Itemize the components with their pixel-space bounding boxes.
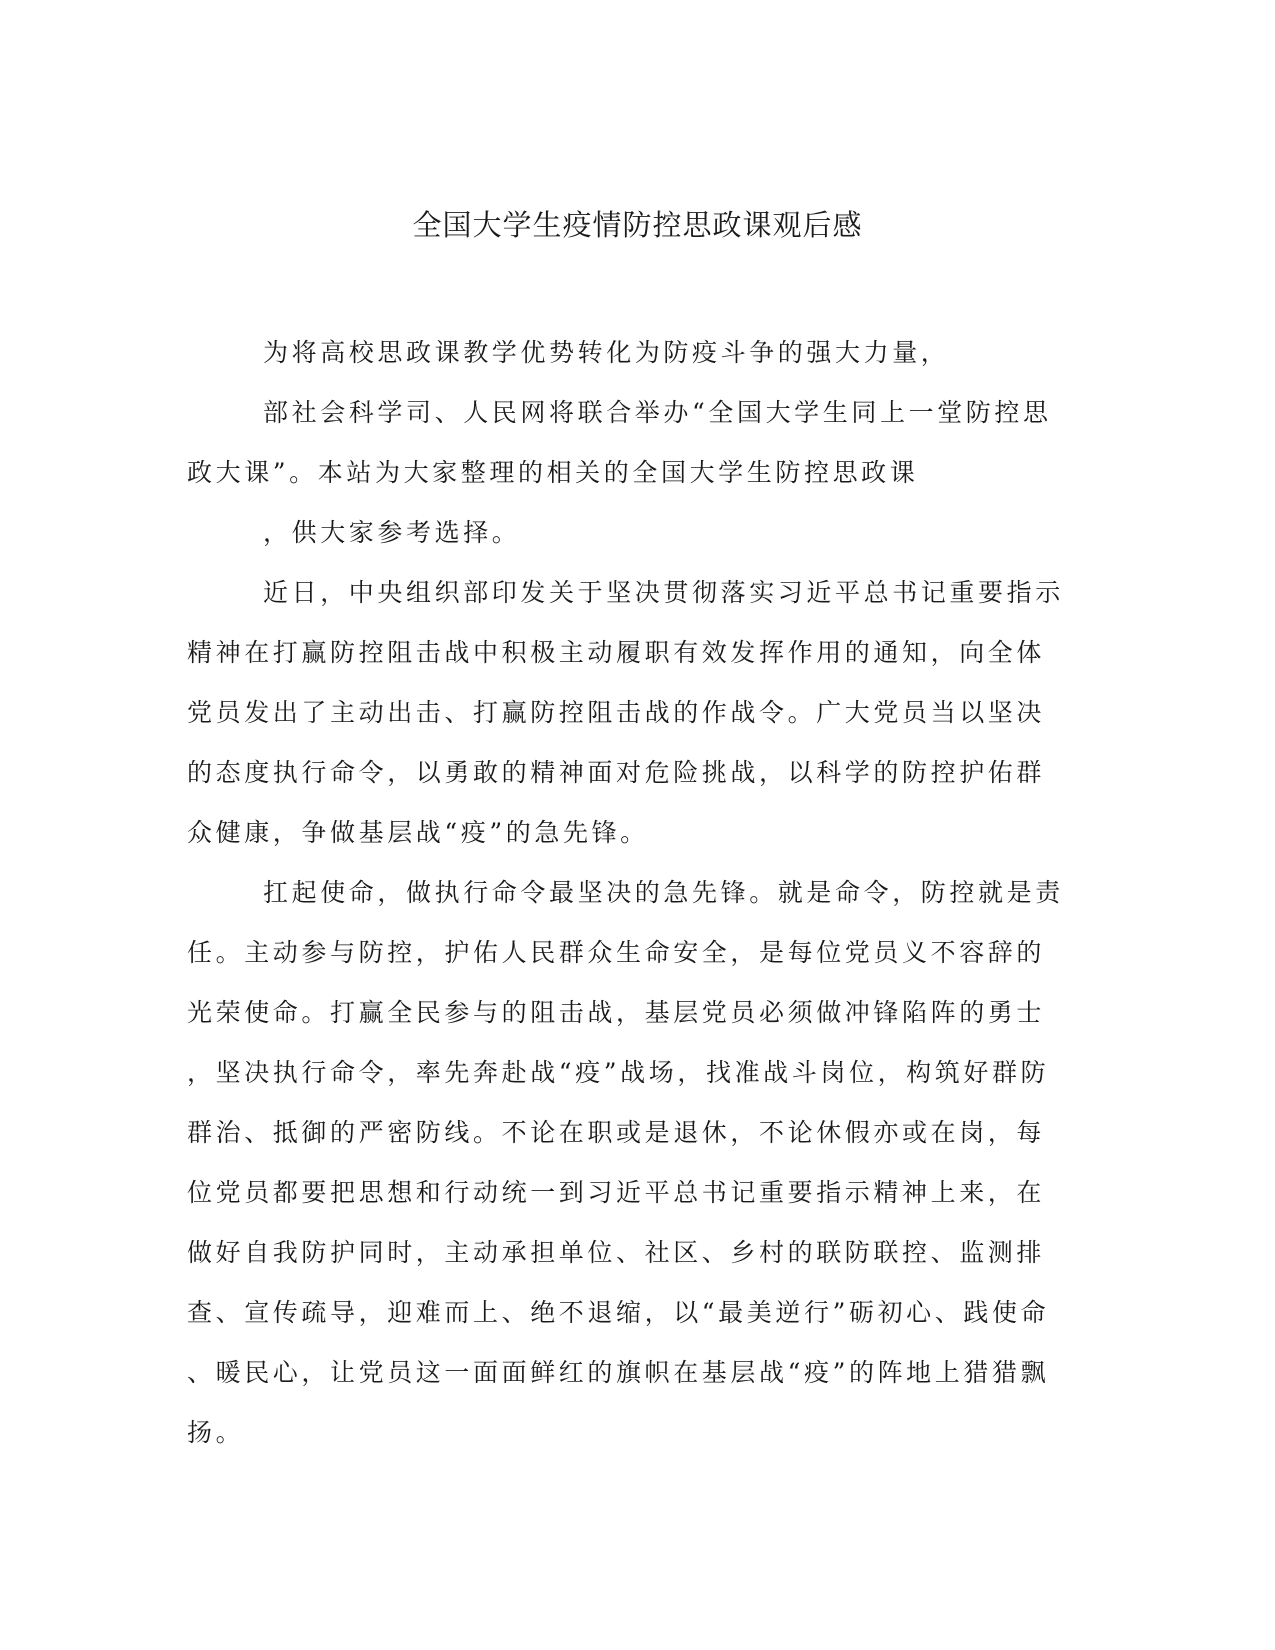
text-line: 近日，中央组织部印发关于坚决贯彻落实习近平总书记重要指示	[263, 578, 1064, 607]
text-line: 扛起使命，做执行命令最坚决的急先锋。就是命令，防控就是责	[263, 878, 1064, 907]
text-line: 查、宣传疏导，迎难而上、绝不退缩，以“最美逆行”砺初心、践使命	[187, 1298, 1050, 1327]
document-title: 全国大学生疫情防控思政课观后感	[412, 208, 863, 242]
text-line: 精神在打赢防控阻击战中积极主动履职有效发挥作用的通知，向全体	[187, 638, 1046, 667]
text-line: 扬。	[187, 1418, 245, 1447]
text-line: 的态度执行命令，以勇敢的精神面对危险挑战，以科学的防控护佑群	[187, 758, 1046, 787]
text-line: 部社会科学司、人民网将联合举办“全国大学生同上一堂防控思	[263, 398, 1052, 427]
text-line: 众健康，争做基层战“疫”的急先锋。	[187, 818, 649, 847]
text-line: 党员发出了主动出击、打赢防控阻击战的作战令。广大党员当以坚决	[187, 698, 1046, 727]
text-line: ，供大家参考选择。	[263, 518, 521, 547]
text-line: 群治、抵御的严密防线。不论在职或是退休，不论休假亦或在岗，每	[187, 1118, 1046, 1147]
text-line: 、暖民心，让党员这一面面鲜红的旗帜在基层战“疫”的阵地上猎猎飘	[187, 1358, 1050, 1387]
text-line: 做好自我防护同时，主动承担单位、社区、乡村的联防联控、监测排	[187, 1238, 1046, 1267]
text-line: 位党员都要把思想和行动统一到习近平总书记重要指示精神上来，在	[187, 1178, 1046, 1207]
text-line: 政大课”。本站为大家整理的相关的全国大学生防控思政课	[187, 458, 919, 487]
text-line: 为将高校思政课教学优势转化为防疫斗争的强大力量，	[263, 338, 950, 367]
text-line: 任。主动参与防控，护佑人民群众生命安全，是每位党员义不容辞的	[187, 938, 1046, 967]
text-line: 光荣使命。打赢全民参与的阻击战，基层党员必须做冲锋陷阵的勇士	[187, 998, 1046, 1027]
text-line: ，坚决执行命令，率先奔赴战“疫”战场，找准战斗岗位，构筑好群防	[187, 1058, 1050, 1087]
document-body	[187, 323, 1077, 1463]
